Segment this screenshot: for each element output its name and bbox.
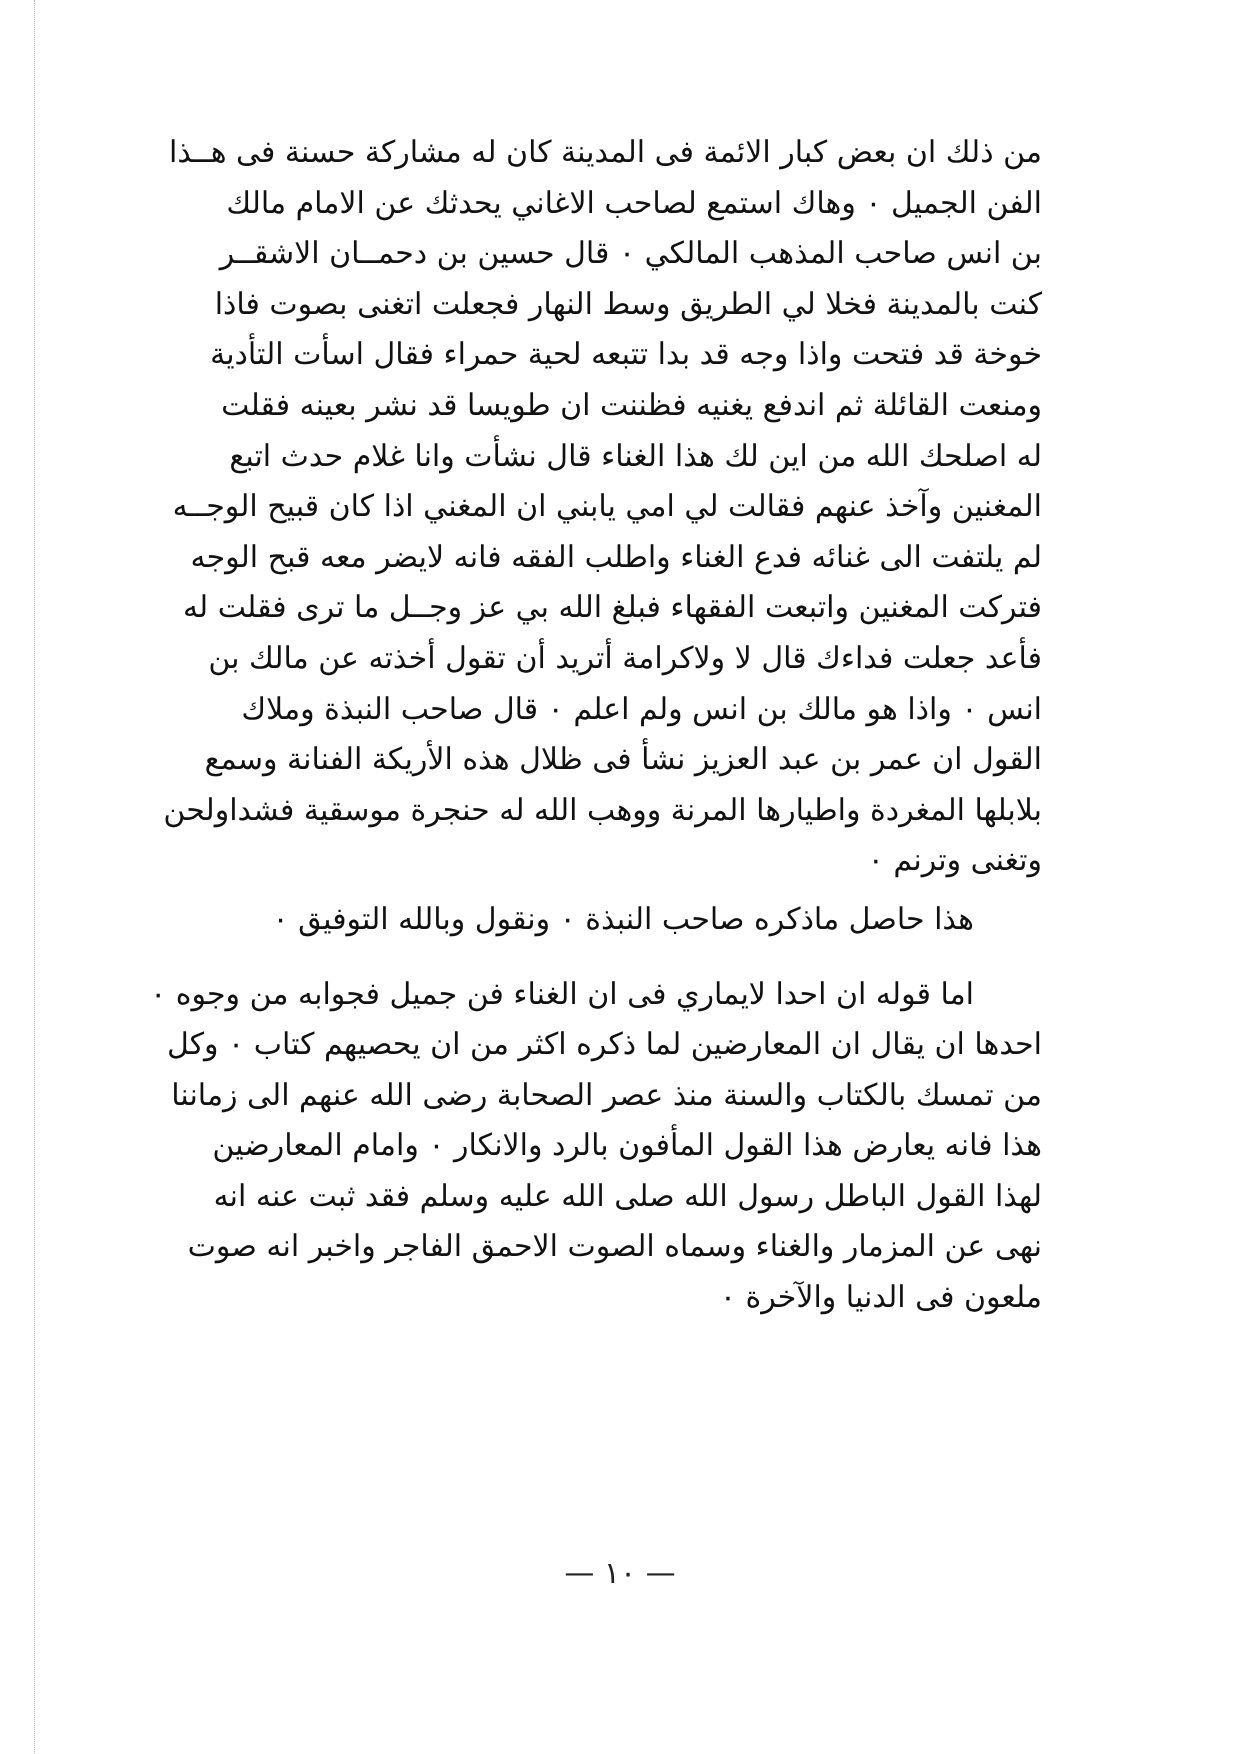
text-line: المغنين وآخذ عنهم فقالت لي امي يابني ان المغني اذا كان قبيح الوجــه [172,489,1042,525]
text-line: ومنعت القائلة ثم اندفع يغنيه فظننت ان طويسا قد نشر بعينه فقلت [221,387,1042,423]
text-line: لم يلتفت الى غنائه فدع الغناء واطلب الفقه فانه لايضر معه قبح الوجه [190,539,1042,575]
text-line: فتركت المغنين واتبعت الفقهاء فبلغ الله بي عز وجــل ما ترى فقلت له [182,590,1042,626]
text-line: بلابلها المغردة واطيارها المرنة ووهب الله له حنجرة موسقية فشداولحن [163,792,1042,828]
paragraph-3 [84,970,1042,1324]
scan-edge-artifact [34,0,35,1754]
page-number: — ١٠ — [564,1556,676,1591]
text-line: نهى عن المزمار والغناء وسماه الصوت الاحمق الفاجر واخبر انه صوت [187,1229,1042,1265]
text-line: خوخة قد فتحت واذا وجه قد بدا تتبعه لحية حمراء فقال اسأت التأدية [210,337,1042,373]
text-line: هذا فانه يعارض هذا القول المأفون بالرد والانكار ٠ وامام المعارضين [212,1128,1042,1164]
text-line: هذا حاصل ماذكره صاحب النبذة ٠ ونقول وبالله التوفيق ٠ [272,901,974,937]
text-line: فأعد جعلت فداءك قال لا ولاكرامة أتريد أن تقول أخذته عن مالك بن [208,640,1042,676]
paragraph-gap [84,946,1042,970]
text-line: انس ٠ واذا هو مالك بن انس ولم اعلم ٠ قال صاحب النبذة وملاك [241,691,1042,727]
text-line: القول ان عمر بن عبد العزيز نشأ فى ظلال هذه الأريكة الفنانة وسمع [204,742,1042,778]
body-text [84,128,1042,1324]
text-line: اما قوله ان احدا لايماري فى ان الغناء فن جميل فجوابه من وجوه ٠ [150,976,974,1012]
paragraph-2 [84,895,1042,946]
text-line: لهذا القول الباطل رسول الله صلى الله عليه وسلم فقد ثبت عنه انه [213,1178,1042,1214]
text-line: وتغنى وترنم ٠ [867,843,1042,879]
text-line: بن انس صاحب المذهب المالكي ٠ قال حسين بن دحمــان الاشقــر [219,236,1042,272]
text-line: الفن الجميل ٠ وهاك استمع لصاحب الاغاني يحدثك عن الامام مالك [226,185,1042,221]
text-line: احدها ان يقال ان المعارضين لما ذكره اكثر من ان يحصيهم كتاب ٠ وكل [167,1027,1042,1063]
text-line: من ذلك ان بعض كبار الائمة فى المدينة كان له مشاركة حسنة فى هــذا [169,135,1042,170]
paragraph-1 [84,128,1042,887]
text-line: كنت بالمدينة فخلا لي الطريق وسط النهار فجعلت اتغنى بصوت فاذا [214,286,1042,322]
text-line: له اصلحك الله من اين لك هذا الغناء قال نشأت وانا غلام حدث اتبع [229,438,1042,474]
text-line: ملعون فى الدنيا والآخرة ٠ [719,1280,1042,1316]
text-line: من تمسك بالكتاب والسنة منذ عصر الصحابة رضى الله عنهم الى زماننا [171,1077,1042,1113]
